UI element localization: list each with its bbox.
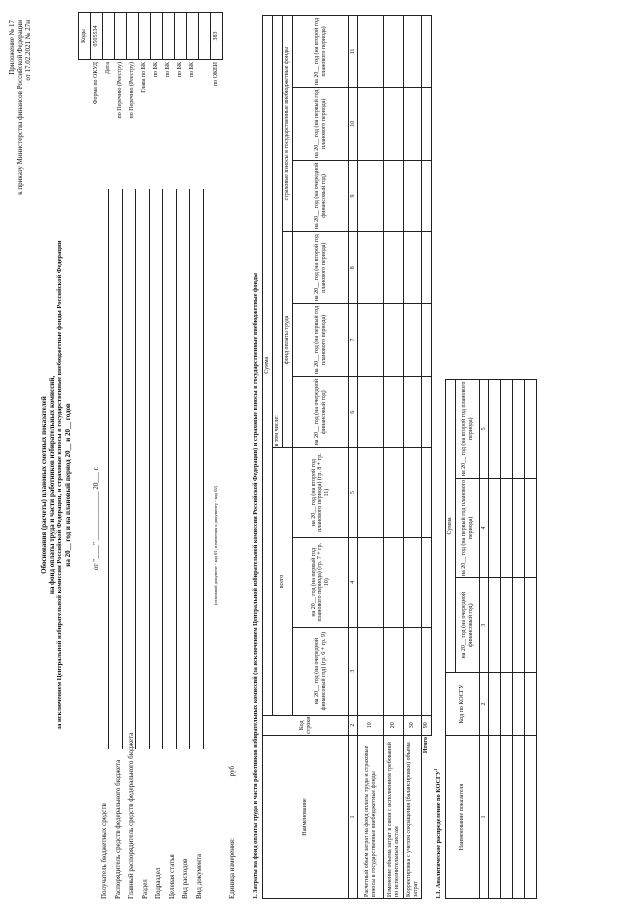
codes-label: по БК xyxy=(153,62,160,78)
title-line-3: за исключением Центральной избирательной комиссии Российской Федерации, и страховые взносы в государственные внебюджетные фонды Российской Федерации xyxy=(56,240,64,730)
s11-col-number: 4 xyxy=(480,478,489,578)
codes-row xyxy=(115,13,127,131)
row-value-cell xyxy=(358,87,384,160)
form-field-label: Раздел xyxy=(140,879,149,899)
row-value-cell xyxy=(422,448,432,537)
s11-col-number: 1 xyxy=(480,736,489,899)
row-name: Итого xyxy=(422,736,432,899)
s11-col-number: 3 xyxy=(480,578,489,673)
row-value-cell xyxy=(422,160,432,232)
appendix-number: Приложение № 17 xyxy=(8,20,16,75)
form-field-row xyxy=(127,179,141,899)
codes-label: по Перечню (Реестру) xyxy=(117,62,124,119)
s1-head-name: Наименование xyxy=(263,736,349,899)
appendix-date: от 17.02.2021 № 27н xyxy=(24,20,33,81)
row-value-cell xyxy=(384,537,404,627)
codes-label: по Перечню (Реестру) xyxy=(129,62,136,119)
s11-head-sum: Сумма xyxy=(446,380,456,673)
s1-col-number: 10 xyxy=(349,87,358,160)
s1-head-total: всего xyxy=(273,448,293,715)
row-code: 30 xyxy=(404,715,422,735)
form-field-line xyxy=(189,189,190,749)
row-value-cell xyxy=(404,376,422,448)
s1-col-number: 9 xyxy=(349,160,358,232)
table-row xyxy=(404,16,422,899)
table-row xyxy=(489,380,501,899)
row-value-cell xyxy=(358,376,384,448)
s1-col-11: на 20__ год (на второй год планового периода) xyxy=(293,16,349,88)
s1-col-number: 2 xyxy=(349,715,358,735)
s1-head-ins: страховые взносы в государственные внебюджетные фонды xyxy=(283,16,293,232)
form-field-line xyxy=(122,189,123,749)
s1-col-number: 5 xyxy=(349,448,358,537)
form-field-line xyxy=(135,189,136,749)
form-fields xyxy=(100,179,208,899)
codes-value xyxy=(151,13,163,60)
title-line-1: Обоснования (расчеты) плановых сметных показателей xyxy=(40,396,48,574)
codes-label: Форма по ОКУД xyxy=(93,62,100,105)
s1-col-number: 8 xyxy=(349,232,358,304)
codes-label: по ОКЕИ xyxy=(213,62,220,87)
codes-value xyxy=(163,13,175,60)
row-value-cell xyxy=(404,304,422,377)
row-value-cell xyxy=(384,627,404,715)
codes-value xyxy=(199,13,211,60)
codes-value: 383 xyxy=(211,13,223,60)
form-field-label: Целевая статья xyxy=(167,854,176,899)
s1-col-number: 7 xyxy=(349,304,358,377)
codes-row xyxy=(199,13,211,131)
row-value-cell xyxy=(404,87,422,160)
unit-value: руб xyxy=(228,765,236,777)
form-field-label: Главный распорядитель средств федерального бюджета xyxy=(127,732,135,899)
codes-row xyxy=(163,13,175,131)
codes-header: Коды xyxy=(79,13,91,60)
form-field-row xyxy=(100,179,114,899)
codes-row xyxy=(175,13,187,131)
row-value-cell xyxy=(422,232,432,304)
row-value-cell xyxy=(422,627,432,715)
s1-col-number: 1 xyxy=(349,736,358,899)
codes-label: Глава по БК xyxy=(141,62,148,93)
form-title xyxy=(40,155,72,815)
codes-row xyxy=(91,13,103,131)
form-field-label: Получатель бюджетных средств xyxy=(100,803,108,899)
form-field-row xyxy=(141,179,155,899)
s1-col-7: на 20__ год (на первый год планового периода) xyxy=(293,304,349,377)
codes-label: по БК xyxy=(189,62,196,78)
row-code: 20 xyxy=(384,715,404,735)
unit-row xyxy=(228,766,236,899)
row-value-cell xyxy=(422,376,432,448)
form-field-line xyxy=(176,189,177,749)
row-value-cell xyxy=(358,232,384,304)
form-field-label: Подраздел xyxy=(154,867,162,899)
form-field-line xyxy=(162,189,163,749)
row-value-cell xyxy=(358,16,384,88)
form-field-label: Вид расходов xyxy=(181,858,189,899)
codes-row xyxy=(211,13,223,131)
row-value-cell xyxy=(404,537,422,627)
s1-col-number: 4 xyxy=(349,537,358,627)
row-value-cell xyxy=(384,16,404,88)
codes-label xyxy=(199,60,211,131)
row-value-cell xyxy=(384,87,404,160)
s1-col-number: 3 xyxy=(349,627,358,715)
footnote-mark: 1 xyxy=(433,768,438,771)
row-name: Изменение объема затрат в связи с исполнением требований по исполнительным листам xyxy=(384,736,404,899)
table-row xyxy=(513,380,525,899)
table-row xyxy=(384,16,404,899)
appendix-order: к приказу Министерства финансов Российской Федерации xyxy=(16,20,25,195)
s1-column-numbers xyxy=(349,16,358,899)
table-row xyxy=(525,380,537,899)
row-value-cell xyxy=(404,160,422,232)
form-field-label: Распорядитель средств федерального бюджета xyxy=(113,759,122,899)
codes-row xyxy=(103,13,115,131)
codes-value: 0505534 xyxy=(91,13,103,60)
s1-col-6: на 20__ год (на очередной финансовый год) xyxy=(293,376,349,448)
unit-label: Единица измерения: xyxy=(228,838,236,899)
form-field-row xyxy=(195,179,209,899)
s1-head-sum: Сумма xyxy=(263,16,273,716)
codes-value xyxy=(115,13,127,60)
s1-head-fot: фонд оплаты труда xyxy=(283,232,293,448)
s11-col-3: на 20__ год (на очередной финансовый год) xyxy=(456,578,480,673)
table-row xyxy=(422,16,432,899)
form-field-line xyxy=(108,189,109,749)
s1-col-10: на 20__ год (на первый год планового периода) xyxy=(293,87,349,160)
codes-row xyxy=(127,13,139,131)
section11-table xyxy=(445,379,537,899)
row-value-cell xyxy=(358,627,384,715)
s11-col-number: 2 xyxy=(480,673,489,736)
row-value-cell xyxy=(422,16,432,88)
row-value-cell xyxy=(384,304,404,377)
row-value-cell xyxy=(404,448,422,537)
table-row xyxy=(358,16,384,899)
form-field-line xyxy=(203,189,204,749)
s11-column-numbers xyxy=(480,380,489,899)
row-value-cell xyxy=(404,16,422,88)
s1-head-code: Код строки xyxy=(263,715,349,735)
form-field-row xyxy=(168,179,182,899)
row-value-cell xyxy=(358,448,384,537)
row-value-cell xyxy=(384,160,404,232)
s1-col-9: на 20__ год (на очередной финансовый год) xyxy=(293,160,349,232)
s11-head-kosgu: Код по КОСГУ xyxy=(446,673,480,736)
row-value-cell xyxy=(404,627,422,715)
s1-col-5: на 20__ год (на второй год планового периода) (гр. 8 + гр. 11) xyxy=(293,448,349,537)
title-line-4: на 20__ год и на плановый период 20__ и 20__ годов xyxy=(63,403,72,567)
codes-table xyxy=(78,12,223,130)
form-field-label: Вид документа xyxy=(194,853,203,899)
table-row xyxy=(501,380,513,899)
codes-label: по БК xyxy=(165,62,172,78)
form-field-row xyxy=(114,179,128,899)
row-name: Расчетный объем затрат на фонд оплаты труда и страховые взносы в государственные внебюджетные фонды xyxy=(358,736,384,899)
s1-col-number: 6 xyxy=(349,376,358,448)
form-field-line xyxy=(149,189,150,749)
s11-head-name: Наименование показателя xyxy=(446,736,480,899)
codes-value xyxy=(139,13,151,60)
s1-col-4: на 20__ год (на первый год планового периода) (гр. 7 + гр. 10) xyxy=(293,537,349,627)
row-code: 10 xyxy=(358,715,384,735)
codes-row xyxy=(187,13,199,131)
doc-type-note: (основной документ - код 01; изменения к документу - код 02) xyxy=(213,485,218,605)
codes-value xyxy=(127,13,139,60)
codes-label: по БК xyxy=(177,62,184,78)
row-value-cell xyxy=(384,376,404,448)
appendix-block xyxy=(8,20,32,205)
form-field-row xyxy=(154,179,168,899)
s1-col-number: 11 xyxy=(349,16,358,88)
s1-head-incl: в том числе: xyxy=(273,16,283,448)
row-value-cell xyxy=(404,232,422,304)
section1-title: 1. Затраты на фонд оплаты труда и части работников избирательных комиссий (за исключением Центральной избирательной комиссии Российской Федерации) и страховые взносы в государственные внебюджетные фонды xyxy=(252,273,259,899)
s11-col-number: 5 xyxy=(480,380,489,479)
codes-value xyxy=(175,13,187,60)
title-line-2: на фонд оплаты труда и части работников избирательных комиссий, xyxy=(48,375,57,595)
row-value-cell xyxy=(358,304,384,377)
codes-value xyxy=(187,13,199,60)
s1-col-8: на 20__ год (на второй год планового периода) xyxy=(293,232,349,304)
s1-col-3: на 20__ год (на очередной финансовый год) (гр. 6 + гр. 9) xyxy=(293,627,349,715)
row-value-cell xyxy=(422,537,432,627)
codes-row xyxy=(139,13,151,131)
row-name: Корректировка с учетом сокращения (балансировки) объема затрат xyxy=(404,736,422,899)
s11-col-5: на 20__ год (на второй год планового периода) xyxy=(456,380,480,479)
row-value-cell xyxy=(422,304,432,377)
form-field-row xyxy=(181,179,195,899)
row-value-cell xyxy=(422,87,432,160)
section11-title-text: 1.1. Аналитическое распределение по КОСГУ xyxy=(435,770,443,899)
codes-value xyxy=(103,13,115,60)
row-value-cell xyxy=(358,160,384,232)
row-value-cell xyxy=(384,448,404,537)
codes-label: Дата xyxy=(105,62,112,74)
row-code: 90 xyxy=(422,715,432,735)
section1-table xyxy=(262,15,432,899)
row-value-cell xyxy=(358,537,384,627)
section11-title xyxy=(434,769,442,899)
codes-row xyxy=(151,13,163,131)
s11-col-4: на 20__ год (на первый год планового периода) xyxy=(456,478,480,578)
row-value-cell xyxy=(384,232,404,304)
form-date-line: от "____" ______________ 20___ г. xyxy=(92,466,100,570)
